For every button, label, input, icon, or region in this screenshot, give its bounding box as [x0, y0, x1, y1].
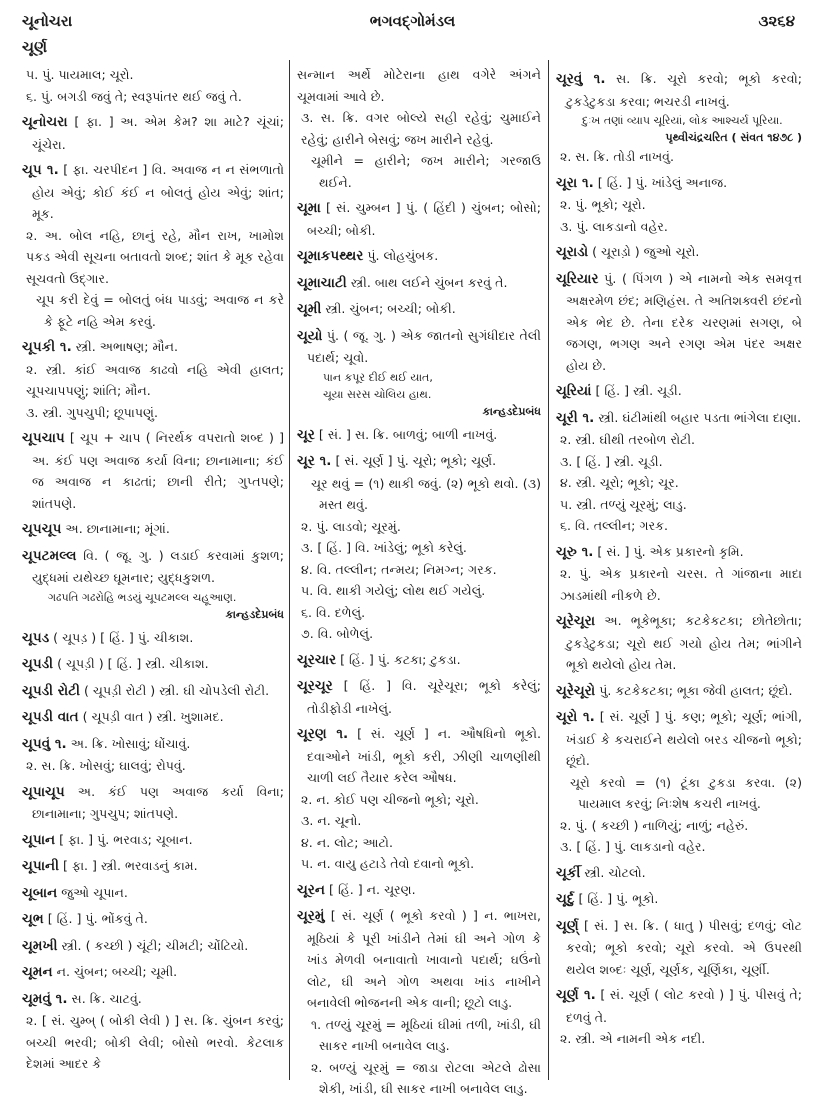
definition-text: અ. ભૂકેભૂકા; કટકેકટકા; છોતેછોતા; ટુકડેટુકડા; ચૂરો થઈ ગયો હોય તેમ; ભાંગીને ભૂકો થયેલો હોય તેમ.	[566, 613, 802, 672]
dictionary-entry	[556, 984, 802, 1028]
entry-sense	[22, 225, 284, 290]
dictionary-entry	[556, 610, 802, 676]
definition-text: ૩. [ હિં. ] સ્ત્રી. ચૂડી.	[560, 453, 663, 469]
definition-text: પું. લોહચુંબક.	[363, 248, 439, 263]
definition-text: પાન કપૂર દીઈ થઈ યાત,	[323, 370, 433, 384]
entry-quote	[297, 369, 541, 386]
entry-quote	[297, 386, 541, 403]
definition-text: ૨. [ સં. ચુમ્બ્ ( બોકી લેવી ) ] સ. ક્રિ. ચુંબન કરવું; બચ્ચી ભરવી; બોકી લેવી; બોસો ભરવો. કેટલાક દેશમાં આદર કે	[26, 1013, 284, 1071]
headword: ચૂપાચૂપ	[22, 783, 65, 800]
entry-quote	[556, 112, 802, 129]
entry-sense	[22, 64, 284, 86]
definition-text: ૨. બળ્યું ચૂરમું = જાડા રોટલા એટલે ઢોસા શેકી, ખાંડી, ઘી સાકર નાખી બનાવેલ લાડુ.	[311, 1059, 541, 1096]
entry-source	[556, 129, 802, 146]
definition-text: [ ફા. ] પું. ભરવાડ; ચૂબાન.	[55, 831, 193, 847]
definition-text: ૩. [ હિં. ] વિ. ખાંડેલું; ભૂકો કરેલું.	[301, 540, 467, 555]
dictionary-entry	[22, 961, 284, 984]
dictionary-entry	[22, 627, 284, 650]
guide-word-last: ચૂર્ણ	[22, 38, 48, 56]
entry-sense	[297, 853, 541, 875]
definition-text: ૨. અ. બોલ નહિ, છાનું રહે, મૌન રાખ, ખામોશ પકડ એવી સૂચના બતાવતો શબ્દ; શાંત કે મૂક રહેવા સૂચવતો ઉદ્ગાર.	[26, 227, 284, 286]
definition-text: ( ચૂપડ઼ી વાત ) સ્ત્રી. ખુશામદ.	[78, 709, 224, 724]
dictionary-entry	[22, 855, 284, 878]
entry-example	[22, 289, 284, 332]
headword: ચૂનોચરા	[22, 114, 68, 130]
definition-text: ૫. સ્ત્રી. તળ્યું ચૂરમું; લાડુ.	[560, 496, 687, 512]
definition-text: સ. ક્રિ. ચૂરો કરવો; ભૂકો કરવો; ટુકડેટુકડા કરવા; ભચરડી નાખવું.	[566, 71, 802, 109]
headword: ચૂપડ	[22, 629, 50, 646]
definition-text: [ હિં. ] વિ. ચૂરેચૂરા; ભૂકો કરેલું; તોડીફોડી નાખેલું.	[307, 678, 541, 716]
definition-text: પું. ( પિંગળ ) એ નામનો એક સમવૃત્ત અક્ષરમેળ છંદ; મણિહંસ. તે અતિશક્વરી છંદનો એક ભેદ છે. તેના દરેક ચરણમાં સગણ, બે જગણ, ભગણ અને રગણ એમ પંદર અક્ષર હોય છે.	[566, 270, 802, 373]
definition-text: ૨. પું. એક પ્રકારનો ચરસ. તે ગાંજાના માદા ઝાડમાંથી નીકળે છે.	[560, 566, 802, 603]
dictionary-entry	[22, 882, 284, 905]
entry-sense	[556, 451, 802, 473]
headword: ચૂરિયાર	[556, 270, 599, 287]
headword: ચૂપચાપ	[22, 430, 65, 446]
entry-example	[297, 1014, 541, 1057]
dictionary-entry	[297, 272, 541, 295]
dictionary-entry	[22, 733, 284, 756]
definition-text: [ હિં. ] ન. ચૂરણ.	[325, 881, 416, 897]
definition-text: અ. છાનામાના; મૂંગાં.	[61, 521, 170, 536]
headword: ચૂબાન	[22, 884, 58, 901]
dictionary-entry	[556, 172, 802, 195]
entry-sense	[556, 1028, 802, 1050]
definition-text: [ હિં. ] પું. ભૂકો.	[574, 891, 659, 906]
dictionary-entry	[297, 245, 541, 268]
headword: ચૂભ	[22, 911, 44, 927]
definition-text: [ સં. ચૂર્ણ ] પું. ચૂરો; ભૂકો; ચૂર્ણ.	[331, 453, 497, 468]
dictionary-entry	[22, 781, 284, 825]
headword: ચૂમખી	[22, 937, 58, 954]
definition-text: પું. કટકેકટકા; ભૂકા જેવી હાલત; છૂંદો.	[595, 682, 793, 698]
definition-text: ૨. પું. લાડવો; ચૂરમું.	[301, 518, 401, 534]
headword: ચૂયો	[297, 327, 323, 344]
headword: ચૂરન	[297, 881, 326, 898]
definition-text: ૨. સ. ક્રિ. ખોસવું; ઘાલવું; રોપવું.	[26, 758, 186, 773]
entry-example	[297, 473, 541, 516]
entry-sense	[297, 559, 541, 581]
headword: ચૂપ ૧.	[22, 162, 59, 178]
dictionary-entry	[22, 111, 284, 155]
entry-sense	[22, 755, 284, 777]
definition-text: ૩. પું. લાકડાનો વહેર.	[560, 218, 668, 234]
definition-text: [ હિં. ] પું. ભોંકવું તે.	[43, 911, 148, 926]
column-divider	[289, 60, 290, 1080]
entry-sense	[556, 429, 802, 451]
definition-text: ૩. સ્ત્રી. ગુપચુપી; છૂપાપણું.	[26, 404, 159, 420]
definition-text: ચૂપ કરી દેવું = બોલતું બંધ પાડવું; અવાજ ન કરે કે ફૂટે નહિ એમ કરવું.	[36, 292, 284, 329]
dictionary-entry	[556, 862, 802, 885]
dictionary-entry	[297, 723, 541, 789]
definition-text: અ. કંઈ પણ અવાજ કર્યા વિના; છાનામાના; ગુપચુપ; શાંતપણે.	[32, 783, 284, 821]
headword: ચૂપાની	[22, 858, 60, 874]
definition-text: અ. ક્રિ. ખોસાવું; ધોંચાવું.	[66, 735, 191, 751]
definition-text: [ ફા. ચરપીદન ] વિ. અવાજ ન ન સંભળાતો હોય એવું; કોઈ કંઈ ન બોલતું હોય એવું; શાંત; મૂક.	[32, 162, 284, 221]
definition-text: ૬. વિ. તલ્લીન; ગરક.	[560, 518, 669, 533]
definition-text: [ હિં. ] પું. કટકા; ટુકડા.	[336, 651, 461, 667]
headword: ચૂરુ ૧.	[556, 543, 594, 560]
dictionary-entry	[22, 829, 284, 852]
entry-sense	[556, 563, 802, 606]
headword: ચૂર્દુ	[556, 891, 575, 907]
definition-text: સ્ત્રી. ચોટલો.	[580, 864, 646, 880]
column-2	[297, 64, 541, 1100]
definition-text: [ સં. ચુમ્બન ] પું. ( હિંદી ) ચુંબન; બોસો; બચ્ચી; બોકી.	[307, 200, 541, 238]
definition-text: સ. ક્રિ. ચાટવું.	[67, 990, 142, 1006]
dictionary-entry	[556, 915, 802, 981]
definition-text: ૧. તળ્યું ચૂરમું = મૂઠિયાં ઘીમાં તળી, ખાંડી, ઘી સાકર નાખી બનાવેલ લાડુ.	[311, 1016, 541, 1053]
definition-text: સ્ત્રી. ( કચ્છી ) ચૂંટી; ચીમટી; ચોંટિયો.	[57, 937, 249, 953]
dictionary-entry	[556, 268, 802, 377]
definition-text: ચૂર થવું = (૧) થાકી જવું. (૨) ભૂકો થવો. (૩) મસ્ત થવું.	[311, 475, 541, 512]
headword: ચૂરવું ૧.	[556, 71, 606, 87]
definition-text: ૨. સ્ત્રી. એ નામની એક નદી.	[560, 1031, 706, 1046]
definition-text: ( ચૂપડ઼ી રોટી ) સ્ત્રી. ઘી ચોપડેલી રોટી.	[80, 682, 270, 698]
running-title: ભગવદ્ગોમંડલ	[369, 12, 456, 30]
headword: ચૂરી ૧.	[556, 409, 595, 426]
dictionary-entry	[297, 325, 541, 369]
entry-sense	[297, 537, 541, 559]
definition-text: ચૂરો કરવો = (૧) ટૂંકા ટુકડા કરવા. (૨) પાયમાલ કરવું; નિઃશેષ કચરી નાખવું.	[570, 774, 802, 811]
entry-sense	[556, 494, 802, 516]
headword: ચૂપચૂપ	[22, 521, 62, 537]
entry-sense	[556, 146, 802, 168]
entry-sense	[297, 516, 541, 538]
definition-text: ૬. પું. બગડી જવું તે; સ્વરૂપાંતર થઈ જવું તે.	[26, 88, 242, 104]
entry-example	[297, 1057, 541, 1100]
definition-text: પૃથ્વીચંદ્રચરિત ( સંવત ૧૪૭૮ )	[665, 131, 802, 144]
definition-text: ૩. સ. ક્રિ. વગર બોલ્યે સહી રહેવું; ચુમાઈને રહેવું; હારીને બેસવું; જખ મારીને રહેવું.	[301, 110, 541, 147]
entry-quote	[22, 589, 284, 606]
headword: ચૂર્ણ ૧.	[556, 987, 596, 1003]
definition-text: ૩. [ હિં. ] પું. લાકડાનો વહેર.	[560, 839, 706, 854]
headword: ચૂમન	[22, 964, 53, 980]
definition-text: ચૂયા સરસ ચોલિય હાથ.	[323, 387, 432, 401]
definition-text: ૨. પું. ( કચ્છી ) નાળિયું; નાળું; નહેરું.	[560, 817, 749, 833]
headword: ચૂરાડો	[556, 244, 589, 260]
dictionary-entry	[22, 908, 284, 931]
dictionary-entry	[297, 905, 541, 1014]
definition-text: ૫. ન. વાયુ હટાડે તેવો દવાનો ભૂકો.	[301, 856, 475, 871]
headword: ચૂપાન	[22, 831, 56, 848]
entry-sense	[297, 789, 541, 811]
headword: ચૂરચાર	[297, 651, 337, 668]
entry-sense	[297, 602, 541, 624]
entry-sense	[556, 194, 802, 216]
dictionary-entry	[556, 680, 802, 703]
column-3	[556, 64, 802, 1050]
dictionary-entry	[22, 706, 284, 729]
headword: ચૂમી	[297, 301, 322, 317]
headword: ચૂમા	[297, 200, 321, 216]
definition-text: ૨. સ્ત્રી. કાંઈ અવાજ કાઢવો નહિ એવી હાલત; ચૂપચાપપણું; શાંતિ; મૌન.	[26, 361, 284, 398]
entry-sense	[22, 1010, 284, 1075]
column-divider	[548, 60, 549, 1080]
guide-word-first: ચૂનોચરા	[22, 12, 73, 30]
headword: ચૂરો ૧.	[556, 709, 595, 725]
definition-text: ૪. વિ. તલ્લીન; તન્મય; નિમગ્ન; ગરક.	[301, 561, 497, 577]
dictionary-entry	[22, 653, 284, 676]
definition-text: ૨. સ. ક્રિ. તોડી નાખવું.	[560, 149, 675, 164]
entry-sense	[297, 832, 541, 854]
definition-text: કાન્હડદેપ્રબંધ	[482, 404, 541, 418]
entry-source	[297, 403, 541, 420]
definition-text: સ્ત્રી. અભાષણ; મૌન.	[71, 339, 178, 354]
definition-text: [ સં. ચૂર્ણ ] ન. ઔષધિનો ભૂકો. દવાઓને ખાંડી, ભૂકો કરી, ઝીણી ચાળણીથી ચાળી લઈ તૈયાર કરેલ ઔષધ.	[307, 726, 541, 785]
definition-text: ( ચૂપડ઼ ) [ હિં. ] પું. ચીકાશ.	[49, 629, 194, 645]
definition-text: [ સં. ] પું. એક પ્રકારનો કૃમિ.	[593, 543, 744, 559]
definition-text: પું. ( જૂ. ગુ. ) એક જાતનો સુગંધીદાર તેલી પદાર્થ; ચૂવો.	[307, 327, 541, 365]
headword: ચૂર્કી	[556, 864, 581, 881]
definition-text: ચૂમીને = હારીને; જખ મારીને; ગરજાઉ થઈને.	[311, 153, 541, 190]
definition-text: ( ચૂરાડ઼ો ) જુઓ ચૂરો.	[588, 244, 700, 259]
entry-sense	[297, 623, 541, 645]
page-number: ૩૨૬૪	[758, 12, 795, 30]
headword: ચૂપડી વાત	[22, 709, 79, 725]
dictionary-entry	[297, 675, 541, 719]
definition-text: [ સં. ] સ. ક્રિ. બાળવું; બાળી નાખવું.	[314, 426, 498, 442]
definition-text: ૫. વિ. થાકી ગયેલું; લોથ થઈ ગયેલું.	[301, 583, 486, 598]
definition-text: [ હિં. ] પું. ખાંડેલું અનાજ.	[593, 174, 728, 190]
definition-text: ન. ચુંબન; બચ્ચી; ચૂમી.	[52, 964, 178, 979]
dictionary-entry	[556, 706, 802, 772]
headword: ચૂપવું ૧.	[22, 735, 67, 752]
definition-text: સ્ત્રી. ઘંટીમાંથી બહાર પડતા ભાંગેલા દાણા.	[594, 409, 802, 425]
dictionary-entry	[22, 935, 284, 958]
entry-sense	[22, 359, 284, 402]
definition-text: [ સં. ] સ. ક્રિ. ( ધાતુ ) પીસવું; દળવું; લોટ કરવો; ભૂકો કરવો; ચૂરો કરવો. એ ઉપરથી થયેલ શબ્દઃ ચૂર્ણ, ચૂર્ણક, ચૂર્ણિકા, ચૂર્ણી.	[566, 917, 802, 977]
definition-text: ગઢપતિ ગઢરોહિ ભડયું ચૂપટમલ્લ ચહૂઆણ.	[48, 590, 237, 604]
dictionary-entry	[297, 424, 541, 447]
headword: ચૂમાકપથ્થર	[297, 248, 364, 264]
entry-sense	[556, 515, 802, 537]
definition-text: [ સં. ચૂર્ણ ( લોટ કરવો ) ] પું. પીસવું તે; દળવું તે.	[566, 987, 802, 1025]
headword: ચૂર્ણ્	[556, 917, 579, 934]
dictionary-entry	[297, 450, 541, 473]
definition-text: વિ. ( જૂ. ગુ. ) લડાઈ કરવામાં કુશળ; યુદ્ધમાં યથેચ્છ ઘૂમનાર; યુદ્ધકુશળ.	[32, 547, 284, 585]
headword: ચૂપડી રોટી	[22, 682, 81, 699]
headword: ચૂપડી	[22, 656, 54, 672]
entry-example	[297, 150, 541, 193]
definition-text: [ હિં. ] સ્ત્રી. ચૂડી.	[591, 383, 682, 398]
dictionary-entry	[297, 197, 541, 241]
entry-sense	[22, 402, 284, 424]
headword: ચૂમાચાટી	[297, 274, 347, 291]
dictionary-entry	[22, 427, 284, 514]
definition-text: ૭. વિ. બોળેલું.	[301, 626, 374, 641]
definition-text: કાન્હડદેપ્રબંધ	[225, 607, 284, 621]
dictionary-entry	[556, 541, 802, 564]
definition-text: [ સં. ચૂર્ણ ] પું. કણ; ભૂકો; ચૂર્ણ; ભાંગી, ખંડાઈ કે કચરાઈને થયેલો બરડ ચીજનો ભૂકો; છૂંદો.	[566, 709, 803, 768]
headword: ચૂપકી ૧.	[22, 339, 72, 355]
dictionary-entry	[22, 680, 284, 703]
headword: ચૂરેચૂરો	[556, 682, 596, 699]
dictionary-entry	[556, 407, 802, 430]
definition-text: ૪. સ્ત્રી. ચૂરો; ભૂકો; ચૂર.	[560, 475, 679, 490]
definition-text: સ્ત્રી. ચુંબન; બચ્ચી; બોકી.	[321, 301, 456, 316]
entry-sense	[556, 815, 802, 837]
dictionary-entry	[22, 545, 284, 589]
definition-text: જુઓ ચૂપાન.	[57, 884, 128, 900]
definition-text: [ ફા. ] અ. એમ કેમ? શા માટે? ચૂંચાં; ચૂંચેરા.	[32, 114, 284, 152]
definition-text: [ સં. ચૂર્ણ ( ભૂકો કરવો ) ] ન. ભાખરા, મૂઠિયાં કે પૂરી ખાંડીને તેમાં ઘી અને ગોળ કે ખાંડ મેળવી બનાવાતો ખાવાનો પદાર્થ; ઘઉંનો લોટ, ઘી અને ગોળ અથવા ખાંડ નાખીને બનાવેલી ભોજનની એક વાની; છૂટો લાડુ.	[307, 908, 541, 1010]
dictionary-entry	[22, 518, 284, 541]
dictionary-entry	[297, 649, 541, 672]
definition-text: ૩. ન. ચૂનો.	[301, 813, 362, 828]
definition-text: ( ચૂપડ઼ી ) [ હિં. ] સ્ત્રી. ચીકાશ.	[53, 656, 209, 671]
headword: ચૂપટમલ્લ	[22, 547, 77, 564]
dictionary-entry	[556, 68, 802, 112]
dictionary-entry	[556, 888, 802, 911]
entry-source	[22, 606, 284, 623]
entry-sense	[297, 810, 541, 832]
definition-text: ૬. વિ. દળેલું.	[301, 604, 366, 620]
column-1	[22, 64, 284, 1075]
dictionary-entry	[556, 380, 802, 403]
headword: ચૂરમું	[297, 908, 325, 924]
entry-sense	[556, 472, 802, 494]
entry-sense	[556, 216, 802, 238]
headword: ચૂમવું ૧.	[22, 990, 68, 1007]
headword: ચૂરેચૂરા	[556, 613, 596, 629]
entry-cont	[297, 64, 541, 107]
dictionary-entry	[22, 336, 284, 359]
headword: ચૂરા ૧.	[556, 174, 594, 191]
definition-text: ૨. સ્ત્રી. ઘીથી તરબોળ રોટી.	[560, 432, 696, 447]
headword: ચૂર	[297, 426, 315, 443]
entry-sense	[297, 580, 541, 602]
dictionary-entry	[22, 988, 284, 1011]
headword: ચૂરણ ૧.	[297, 726, 349, 742]
dictionary-entry	[297, 298, 541, 321]
entry-sense	[556, 836, 802, 858]
definition-text: ૪. ન. લોટ; આટો.	[301, 834, 393, 850]
definition-text: દુઃખ તણાં વ્યાપ ચૂરિયાં, લોક આશ્ચર્ય પૂરિયા.	[582, 114, 783, 127]
definition-text: [ ફા. ] સ્ત્રી. ભરવાડનું કામ.	[59, 858, 198, 873]
definition-text: ૨. પું. ભૂકો; ચૂરો.	[560, 197, 646, 212]
headword: ચૂરચૂર	[297, 678, 333, 694]
definition-text: ૫. પું. પાયમાલ; ચૂરો.	[26, 67, 134, 82]
definition-text: સન્માન અર્થે મોટેરાના હાથ વગેરે અંગને ચૂમવામાં આવે છે.	[297, 67, 541, 104]
dictionary-entry	[297, 879, 541, 902]
dictionary-entry	[22, 159, 284, 225]
entry-sense	[22, 86, 284, 108]
definition-text: સ્ત્રી. બાથ લઈને ચુંબન કરવું તે.	[346, 274, 508, 290]
entry-example	[556, 772, 802, 815]
dictionary-entry	[556, 241, 802, 264]
definition-text: [ ચૂપ + ચાપ ( નિરર્થક વપરાતો શબ્દ ) ] અ. કંઈ પણ અવાજ કર્યા વિના; છાનામાના; કંઈ જ અવાજ ન કાઢતાં; છાની રીતે; ગુપ્તપણે; શાંતપણે.	[32, 430, 284, 511]
headword: ચૂરિયાં	[556, 383, 592, 399]
headword: ચૂર ૧.	[297, 453, 332, 469]
entry-sense	[297, 107, 541, 150]
definition-text: ૨. ન. કોઈ પણ ચીજનો ભૂકો; ચૂરો.	[301, 791, 479, 807]
